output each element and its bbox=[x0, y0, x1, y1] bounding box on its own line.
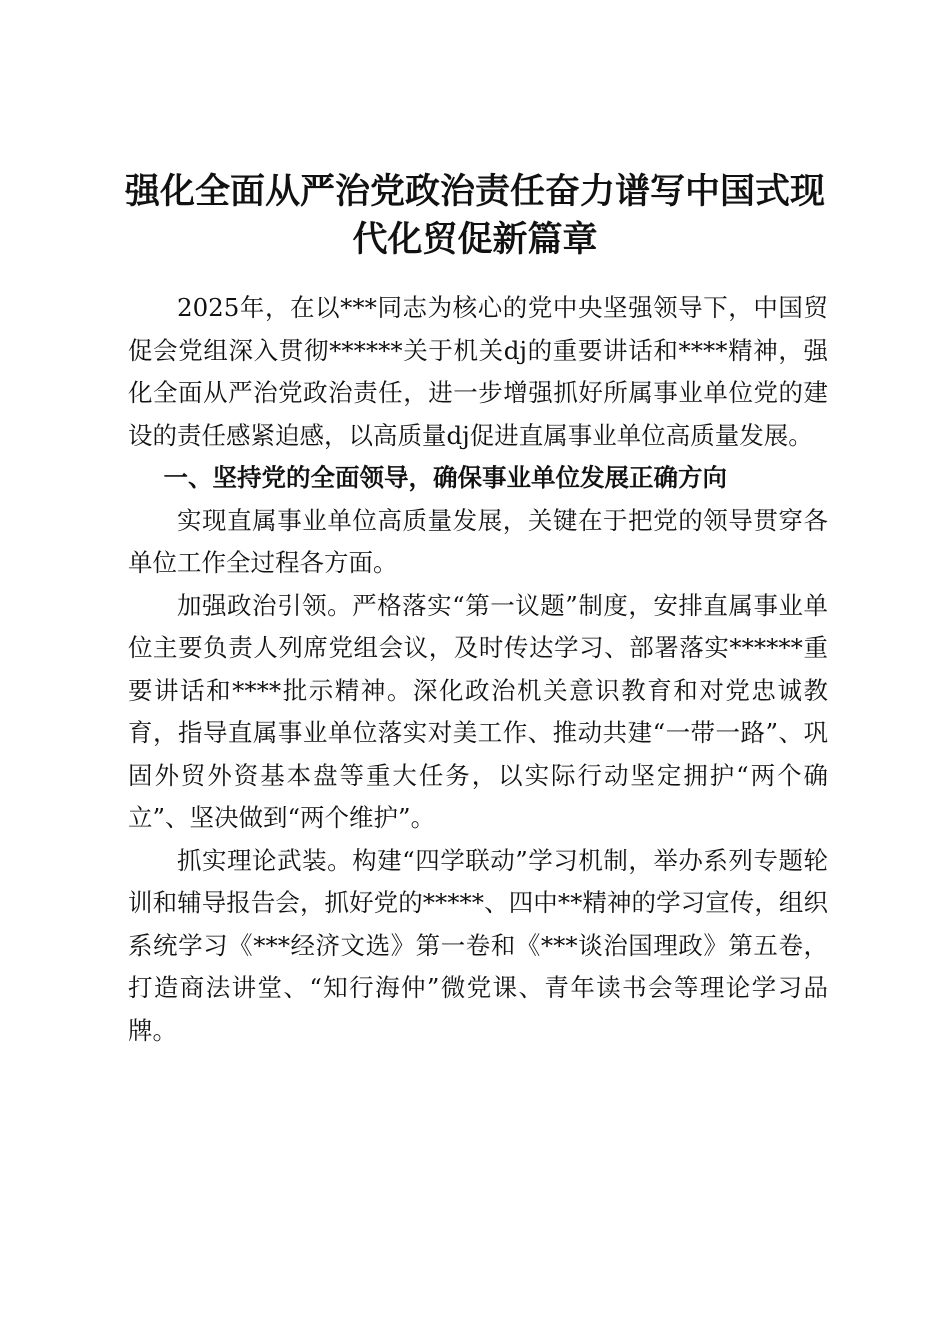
section-1-paragraph-2: 加强政治引领。严格落实“第一议题”制度，安排直属事业单位主要负责人列席党组会议，及时传达学习、部署落实******重要讲话和****批示精神。深化政治机关意识教育和对党忠诚教育，指导直属事业单位落实对美工作、推动共建“一带一路”、巩固外贸外资基本盘等重大任务，以实际行动坚定拥护“两个确立”、坚决做到“两个维护”。 bbox=[128, 590, 828, 832]
intro-paragraph: 2025年，在以***同志为核心的党中央坚强领导下，中国贸促会党组深入贯彻******关于机关dj的重要讲话和****精神，强化全面从严治党政治责任，进一步增强抓好所属事业单位党的建设的责任感紧迫感，以高质量dj促进直属事业单位高质量发展。 bbox=[128, 293, 828, 450]
section-1-paragraph-3: 抓实理论武装。构建“四学联动”学习机制，举办系列专题轮训和辅导报告会，抓好党的*****、四中**精神的学习宣传，组织系统学习《***经济文选》第一卷和《***谈治国理政》第五卷，打造商法讲堂、“知行海仲”微党课、青年读书会等理论学习品牌。 bbox=[128, 845, 828, 1045]
document-body bbox=[128, 287, 828, 1052]
title-line-2: 代化贸促新篇章 bbox=[352, 220, 598, 260]
section-1-heading: 一、坚持党的全面领导，确保事业单位发展正确方向 bbox=[163, 463, 728, 492]
title-line-1: 强化全面从严治党政治责任奋力谱写中国式现 bbox=[124, 172, 825, 212]
section-1-paragraph-1: 实现直属事业单位高质量发展，关键在于把党的领导贯穿各单位工作全过程各方面。 bbox=[128, 505, 828, 577]
document-title bbox=[100, 168, 850, 264]
